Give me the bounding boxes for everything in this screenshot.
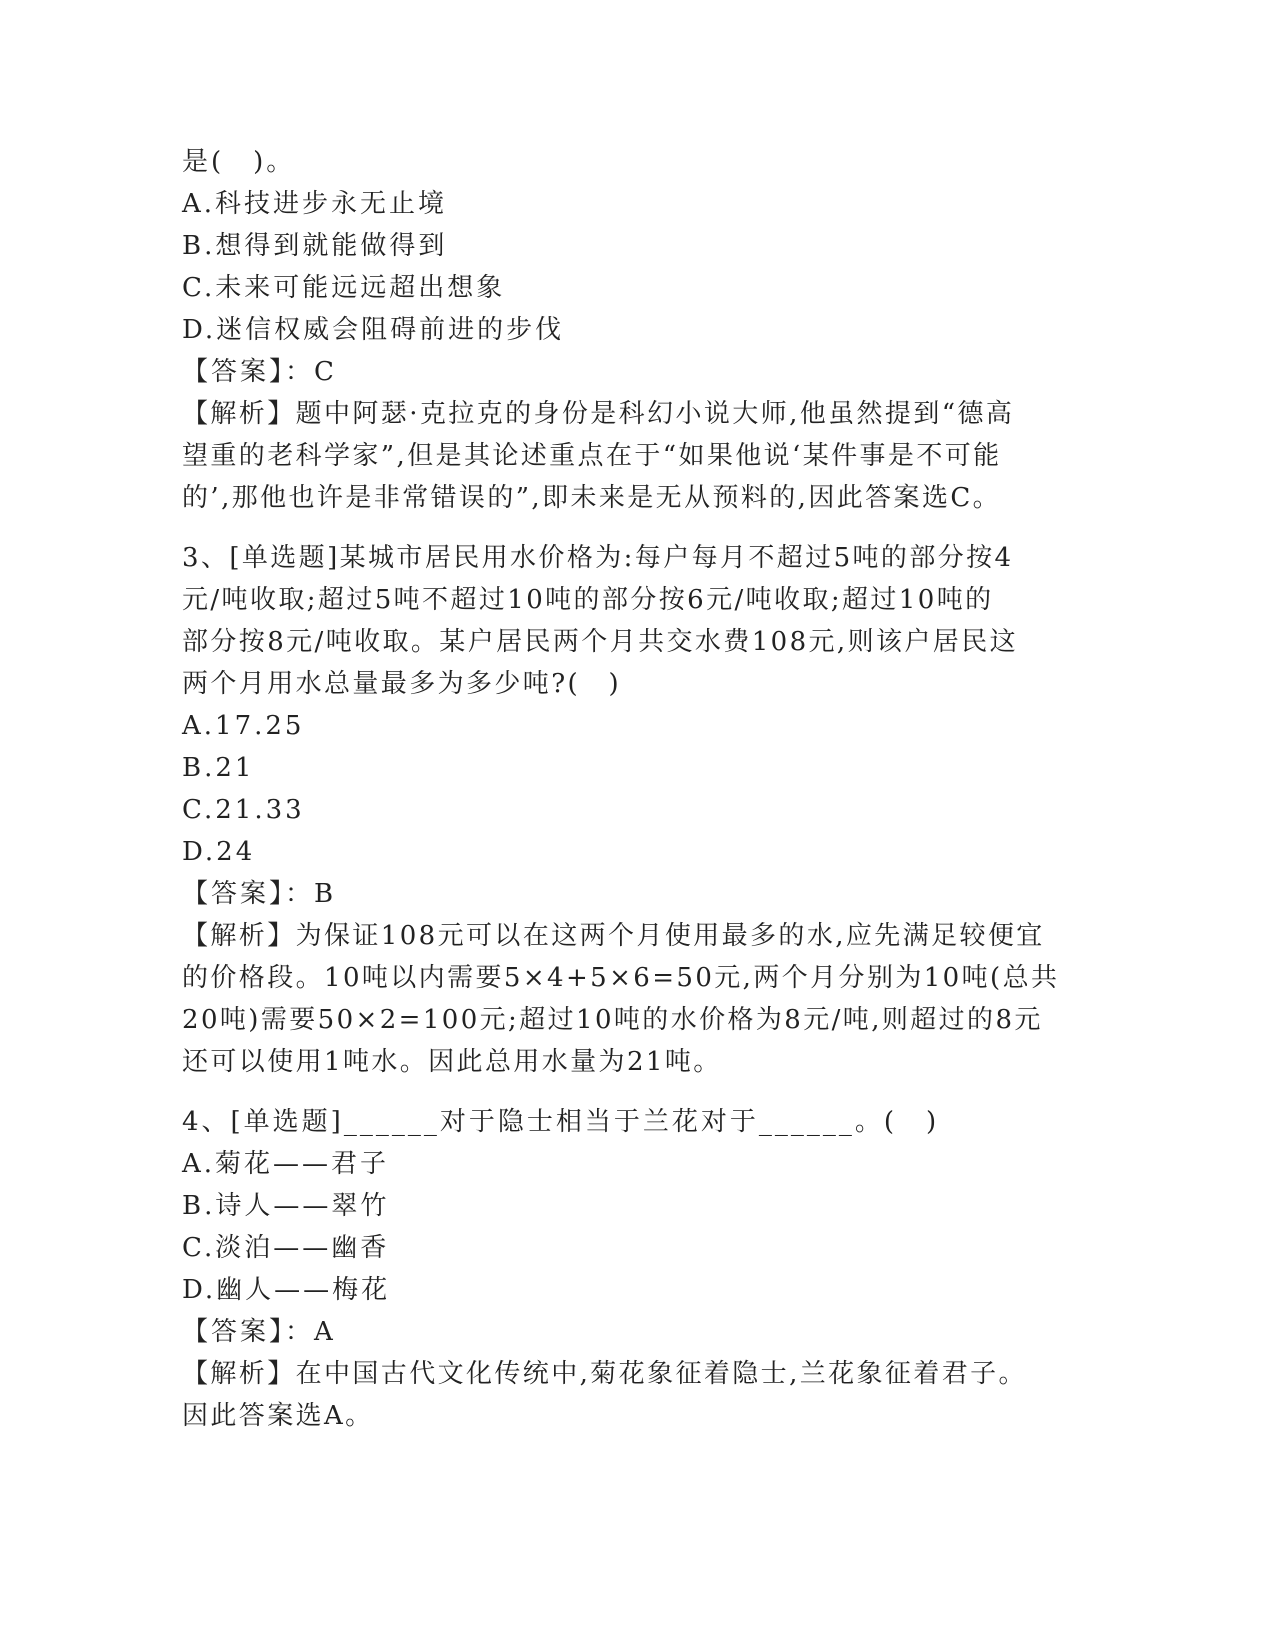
option-d: D.24 (182, 837, 256, 867)
option-d: D.迷信权威会阻碍前进的步伐 (182, 315, 565, 345)
option-c: C.21.33 (182, 795, 305, 825)
analysis-line: 【解析】在中国古代文化传统中,菊花象征着隐士,兰花象征着君子。 (182, 1359, 1027, 1389)
option-d: D.幽人——梅花 (182, 1275, 391, 1305)
question-stem (182, 537, 1082, 705)
option-b: B.诗人——翠竹 (182, 1191, 390, 1221)
answer: 【答案】：B (182, 879, 337, 909)
stem-line: 部分按8元/吨收取。某户居民两个月共交水费108元,则该户居民这 (182, 627, 1018, 657)
analysis (182, 393, 1082, 519)
question-2 (182, 141, 1082, 519)
stem-line: 元/吨收取;超过5吨不超过10吨的部分按6元/吨收取;超过10吨的 (182, 585, 994, 615)
analysis-line: 20吨)需要50×2=100元;超过10吨的水价格为8元/吨,则超过的8元 (182, 1005, 1043, 1035)
question-stem: 4、[单选题]______对于隐士相当于兰花对于______。( ) (182, 1107, 940, 1137)
spacer (182, 1083, 1082, 1101)
question-stem: 是( )。 (182, 147, 296, 177)
option-a: A.科技进步永无止境 (182, 189, 448, 219)
analysis (182, 915, 1082, 1083)
answer: 【答案】：C (182, 357, 337, 387)
analysis-line: 的价格段。10吨以内需要5×4+5×6=50元,两个月分别为10吨(总共 (182, 963, 1060, 993)
analysis-line: 还可以使用1吨水。因此总用水量为21吨。 (182, 1047, 722, 1077)
option-b: B.想得到就能做得到 (182, 231, 448, 261)
option-a: A.17.25 (182, 711, 305, 741)
analysis (182, 1353, 1082, 1437)
analysis-line: 【解析】为保证108元可以在这两个月使用最多的水,应先满足较便宜 (182, 921, 1045, 951)
stem-line: 3、[单选题]某城市居民用水价格为:每户每月不超过5吨的部分按4 (182, 543, 1014, 573)
answer: 【答案】：A (182, 1317, 336, 1347)
option-a: A.菊花——君子 (182, 1149, 390, 1179)
option-b: B.21 (182, 753, 255, 783)
option-c: C.淡泊——幽香 (182, 1233, 390, 1263)
question-4 (182, 1101, 1082, 1437)
analysis-line: 因此答案选A。 (182, 1401, 374, 1431)
option-c: C.未来可能远远超出想象 (182, 273, 506, 303)
document-page (182, 141, 1082, 1437)
analysis-line: 望重的老科学家”,但是其论述重点在于“如果他说‘某件事是不可能 (182, 441, 1002, 471)
spacer (182, 519, 1082, 537)
question-3 (182, 537, 1082, 1083)
stem-line: 两个月用水总量最多为多少吨?( ) (182, 669, 622, 699)
analysis-line: 的’,那他也许是非常错误的”,即未来是无从预料的,因此答案选C。 (182, 483, 1002, 513)
analysis-line: 【解析】题中阿瑟·克拉克的身份是科幻小说大师,他虽然提到“德高 (182, 399, 1015, 429)
